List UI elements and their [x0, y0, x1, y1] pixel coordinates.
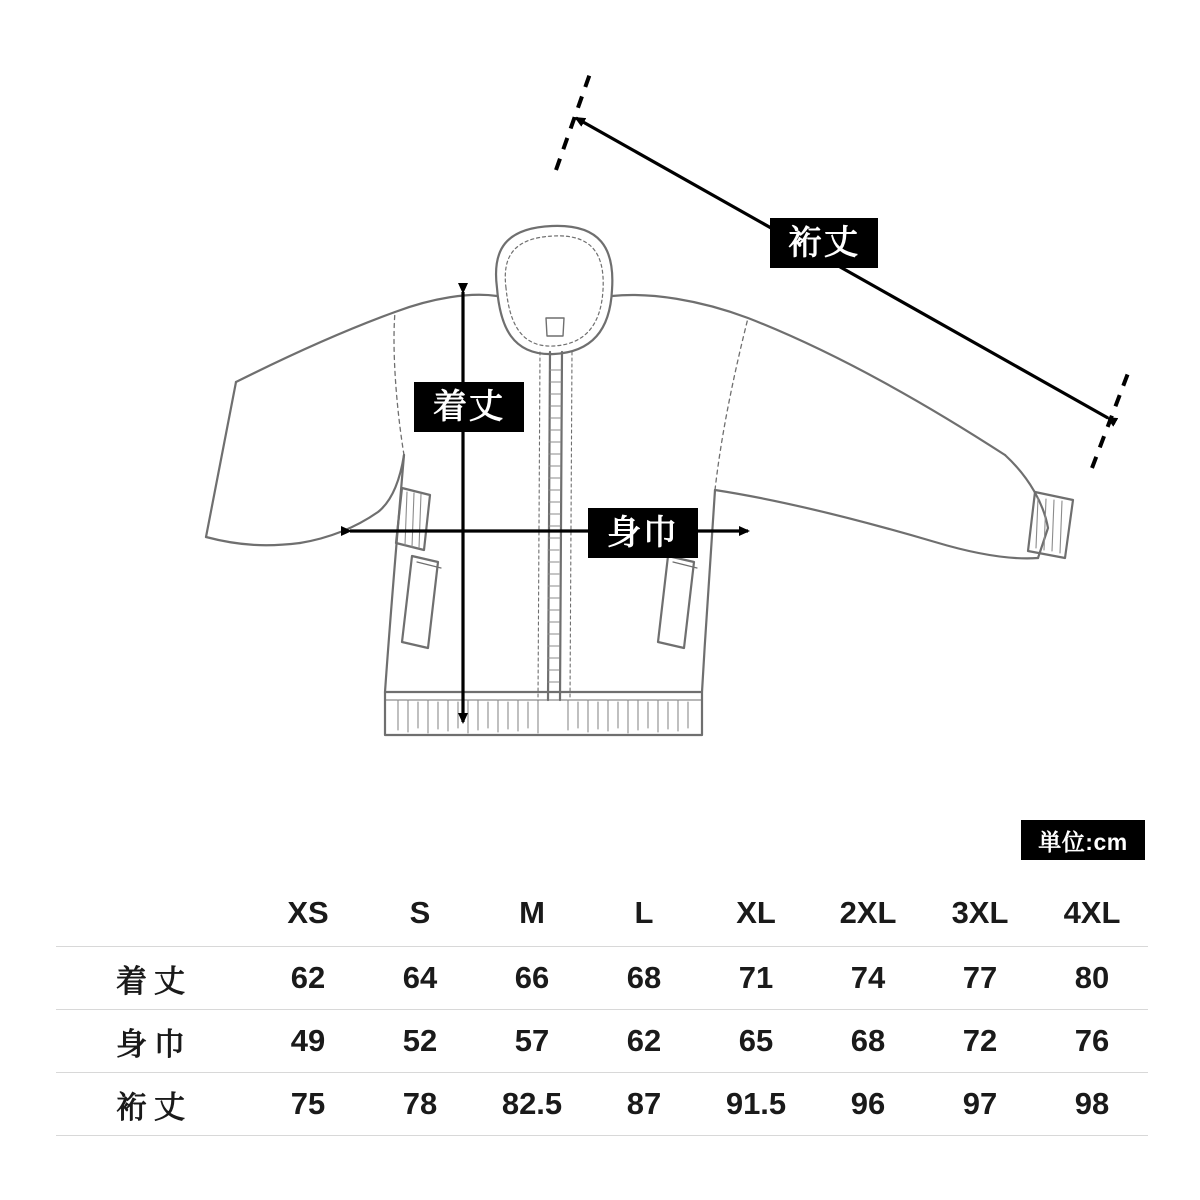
size-chart-header — [56, 880, 1148, 947]
header-corner — [56, 880, 252, 947]
header-size-m: M — [519, 895, 545, 930]
cell-sleeve-length-2xl: 96 — [850, 1086, 886, 1121]
cell-body-length-xl: 71 — [738, 960, 774, 995]
table-row — [56, 947, 1148, 1010]
table-row — [56, 1010, 1148, 1073]
unit-badge: 単位:cm — [1021, 820, 1145, 860]
cell-sleeve-length-m: 82.5 — [501, 1086, 563, 1121]
table-row — [56, 1073, 1148, 1136]
callout-sleeve-length: 裄丈 — [770, 218, 878, 268]
cell-body-width-m: 57 — [514, 1023, 550, 1058]
header-size-s: S — [409, 895, 431, 930]
table-header-row — [56, 880, 1148, 947]
cell-body-length-m: 66 — [514, 960, 550, 995]
row-label-body-length: 着丈 — [116, 963, 192, 999]
cell-body-width-xl: 65 — [738, 1023, 774, 1058]
header-size-xl: XL — [736, 895, 776, 930]
cell-body-width-xs: 49 — [290, 1023, 326, 1058]
cell-body-width-s: 52 — [402, 1023, 438, 1058]
cell-body-length-l: 68 — [626, 960, 662, 995]
cell-body-width-3xl: 72 — [962, 1023, 998, 1058]
cell-body-width-4xl: 76 — [1074, 1023, 1110, 1058]
header-size-l: L — [634, 895, 654, 930]
cell-sleeve-length-xl: 91.5 — [725, 1086, 787, 1121]
callout-body-width: 身巾 — [588, 508, 698, 558]
row-label-sleeve-length: 裄丈 — [116, 1089, 192, 1125]
cell-sleeve-length-4xl: 98 — [1074, 1086, 1110, 1121]
row-label-body-width: 身巾 — [116, 1026, 192, 1062]
measure-sleeve-arrow — [556, 68, 1130, 468]
cell-body-length-s: 64 — [402, 960, 438, 995]
jacket-outline — [206, 226, 1073, 735]
header-size-2xl: 2XL — [839, 895, 897, 930]
cell-body-width-2xl: 68 — [850, 1023, 886, 1058]
size-chart-table — [56, 880, 1148, 1136]
cell-body-length-xs: 62 — [290, 960, 326, 995]
cell-sleeve-length-s: 78 — [402, 1086, 438, 1121]
cell-body-length-4xl: 80 — [1074, 960, 1110, 995]
header-size-xs: XS — [287, 895, 329, 930]
size-chart-body — [56, 947, 1148, 1136]
header-size-4xl: 4XL — [1063, 895, 1121, 930]
cell-sleeve-length-3xl: 97 — [962, 1086, 998, 1121]
cell-body-length-3xl: 77 — [962, 960, 998, 995]
cell-body-length-2xl: 74 — [850, 960, 886, 995]
cell-sleeve-length-l: 87 — [626, 1086, 662, 1121]
callout-body-length: 着丈 — [414, 382, 524, 432]
cell-sleeve-length-xs: 75 — [290, 1086, 326, 1121]
cell-body-width-l: 62 — [626, 1023, 662, 1058]
header-size-3xl: 3XL — [951, 895, 1009, 930]
